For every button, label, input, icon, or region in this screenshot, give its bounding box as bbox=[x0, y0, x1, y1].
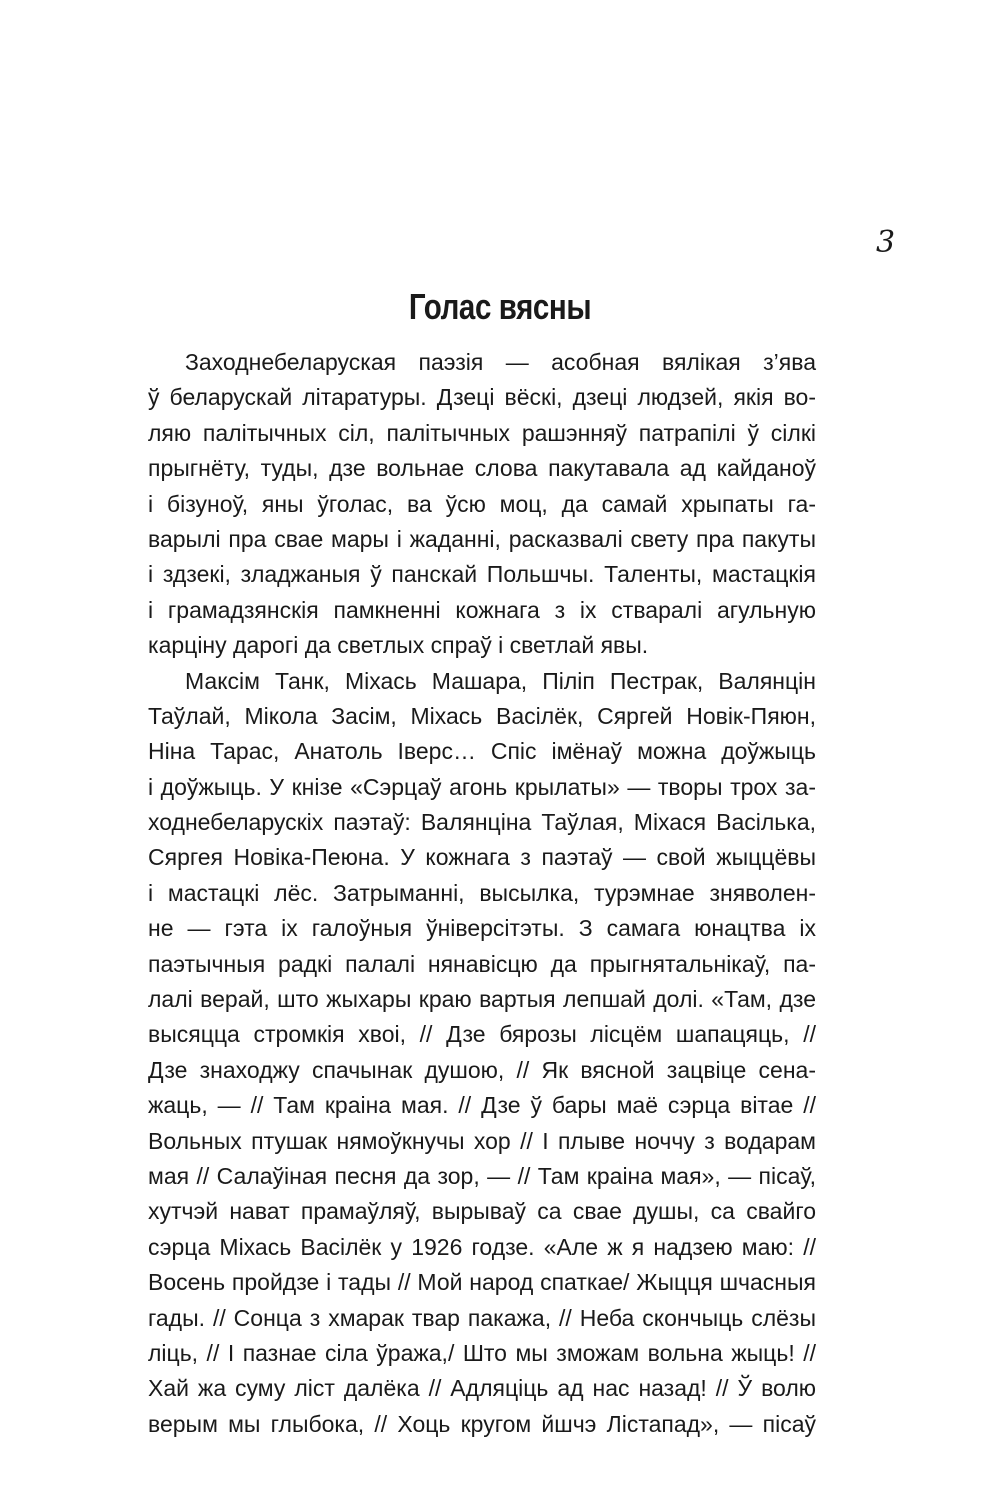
text-line: і бізуноў, яны ўголас, ва ўсю моц, да самай хрыпаты га- bbox=[148, 490, 816, 517]
text-line: ліць, // І пазнае сіла ўража,/ Што мы зможам вольна жыць! // bbox=[148, 1339, 816, 1366]
text-line: гады. // Сонца з хмарак твар пакажа, // Неба скончыць слёзы bbox=[148, 1304, 816, 1331]
text-line: хутчэй нават прамаўляў, вырываў са свае душы, са свайго bbox=[148, 1198, 816, 1225]
text-line: ходнебеларускіх паэтаў: Валянціна Таўлая, Міхася Васілька, bbox=[148, 809, 816, 836]
text-line: і здзекі, зладжаныя ў панскай Польшчы. Таленты, мастацкія bbox=[148, 561, 816, 588]
text-line: Заходнебеларуская паэзія — асобная вялікая з’ява bbox=[185, 349, 816, 375]
text-line: не — гэта іх галоўныя ўніверсітэты. З самага юнацтва іх bbox=[148, 915, 816, 942]
text-line: Хай жа суму ліст далёка // Адляціць ад нас назад! // Ў волю bbox=[148, 1375, 816, 1402]
text-line: верым мы глыбока, // Хоць кругом йшчэ Лістапад», — пісаў bbox=[148, 1410, 816, 1437]
text-line: і мастацкі лёс. Затрыманні, высылка, турэмнае зняволен- bbox=[148, 879, 816, 906]
text-line: і доўжыць. У кнізе «Сэрцаў агонь крылаты» — творы трох за- bbox=[148, 773, 816, 800]
text-line: Сяргея Новіка-Пеюна. У кожнага з паэтаў — свой жыццёвы bbox=[148, 844, 816, 871]
text-line: і грамадзянскія памкненні кожнага з іх стваралі агульную bbox=[148, 596, 816, 623]
text-line: ў беларускай літаратуры. Дзеці вёскі, дзеці людзей, якія во- bbox=[148, 384, 816, 411]
text-line: сэрца Міхась Васілёк у 1926 годзе. «Але ж я надзею маю: // bbox=[148, 1233, 816, 1260]
text-line: высяцца стромкія хвоі, // Дзе бярозы лісцём шапацяць, // bbox=[148, 1021, 816, 1048]
text-line: ляю палітычных сіл, палітычных рашэнняў патрапілі ў сілкі bbox=[148, 419, 816, 446]
paragraph-2 bbox=[148, 664, 816, 1443]
text-line: варылі пра свае мары і жаданні, расказвалі свету пра пакуты bbox=[148, 525, 816, 552]
text-line: жаць, — // Там краіна мая. // Дзе ў бары маё сэрца вітае // bbox=[148, 1092, 816, 1119]
text-line: Восень пройдзе і тады // Мой народ спаткае/ Жыцця шчасныя bbox=[148, 1269, 816, 1296]
body-text bbox=[148, 345, 816, 1442]
text-line: карціну дарогі да светлых спраў і светлай явы. bbox=[148, 632, 649, 659]
text-line: паэтычныя радкі палалі нянавісцю да прыгнятальнікаў, па- bbox=[148, 950, 816, 977]
text-line: Ніна Тарас, Анатоль Іверс… Спіс імёнаў можна доўжыць bbox=[148, 738, 816, 765]
page-number: 3 bbox=[876, 225, 896, 260]
text-line: лалі верай, што жыхары краю вартыя лепшай долі. «Там, дзе bbox=[148, 986, 816, 1013]
text-line: прыгнёту, туды, дзе вольнае слова пакутавала ад кайданоў bbox=[148, 455, 816, 482]
text-line: мая // Салаўіная песня да зор, — // Там краіна мая», — пісаў, bbox=[148, 1162, 816, 1189]
chapter-title: Голас вясны bbox=[408, 286, 592, 327]
text-line: Вольных птушак нямоўкнучы хор // І плыве ноччу з водарам bbox=[148, 1127, 816, 1154]
text-line: Таўлай, Мікола Засім, Міхась Васілёк, Сяргей Новік-Пяюн, bbox=[148, 702, 816, 729]
paragraph-1 bbox=[148, 345, 816, 664]
text-line: Дзе знаходжу спачынак душою, // Як вясной зацвіце сена- bbox=[148, 1056, 816, 1083]
text-line: Максім Танк, Міхась Машара, Піліп Пестрак, Валянцін bbox=[185, 667, 816, 694]
